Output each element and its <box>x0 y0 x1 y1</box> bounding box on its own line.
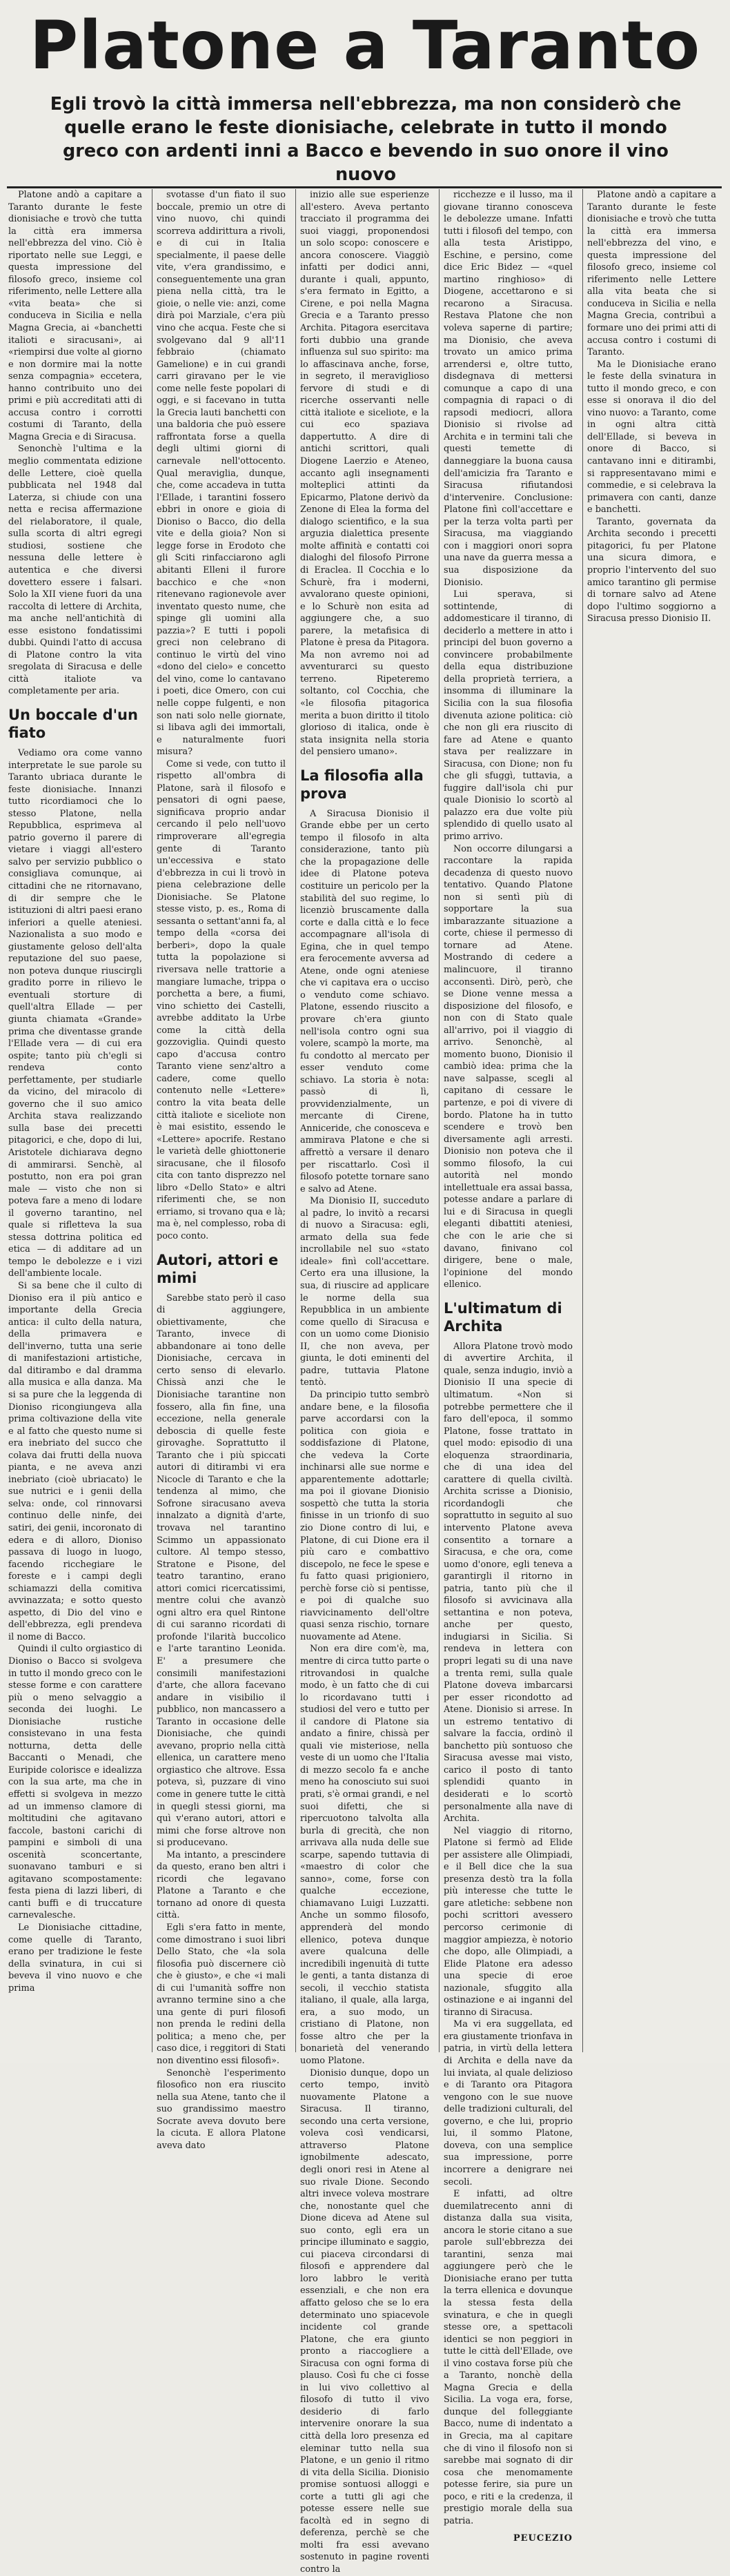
paragraph: Ma le Dionisiache erano le feste della svinatura in tutto il mondo greco, e con esse si onorava il dio del vino nuovo: a Taranto, come in ogni altra città dell'Ellade, si beveva in onore di Bacco, si cantavano inni e ditirambi, si rappresentavano mimi e commedie, e si celebrava la primavera con canti, danze e banchetti. <box>587 359 716 515</box>
article-column <box>439 189 577 2544</box>
paragraph: Da principio tutto sembrò andare bene, e la filosofia parve accordarsi con la politica con gioia e soddisfazione di Platone, che vedeva la Corte inchinarsi alle sue norme e apparentemente adottarle; ma poi il giovane Dionisio sospettò che tutta la storia finisse in un trionfo di suo zio Dione contro di lui, e Platone, di cui Dione era il più caro e combattivo discepolo, ne fece le spese e fu fatto quasi prigioniero, perchè forse ciò si pentisse, e poi di qualche suo riavvicinamento dell'oltre quasi senza rischio, tornare nuovamente ad Atene. <box>300 1389 429 1642</box>
article-column <box>152 189 290 2151</box>
paragraph: Come si vede, con tutto il rispetto all'ombra di Platone, sarà il filosofo e pensatori di ogni paese, significava proprio andar cercando il pelo nell'uovo rimproverare all'egregia gente di Taranto un'eccessiva e stato d'ebbrezza in cui li trovò in piena celebrazione delle Dionisiache. Se Platone stesse visto, p. es., Roma di sessanta o settant'anni fa, al tempo della «corsa dei berberi», dopo la quale tutta la popolazione si riversava nelle trattorie a mangiare lumache, trippa o porchetta a bere, a fiumi, vino schietto dei Castelli, avrebbe additato la Urbe come la città della gozzoviglia. Quindi questo capo d'accusa contro Taranto viene senz'altro a cadere, come quello contenuto nelle «Lettere» contro la vita beata delle città italiote e siceliote non è mai esistito, essendo le «Lettere» apocrife. Restano le varietà delle ghiottonerie siracusane, che il filosofo cita con tanto disprezzo nel libro «Dello Stato» e altri riferimenti che, se non erriamo, si trovano qua e là; ma è, nel complesso, roba di poco conto. <box>157 758 286 1242</box>
article-column <box>8 189 146 2052</box>
paragraph: Quindi il culto orgiastico di Dioniso o Bacco si svolgeva in tutto il mondo greco con le stesse forme e con carattere più o meno selvaggio a seconda dei luoghi. Le Dionisiache rustiche consistevano in una festa notturna, detta delle Baccanti o Menadi, che Euripide colorisce e idealizza con la sua arte, ma che in effetti si svolgeva in mezzo ad un immenso clamore di moltitudini che agitavano faccole, bastoni carichi di pampini e simboli di una oscenità sconcertante, suonavano tamburi e si agitavano scompostamente: festa piena di lazzi liberi, di canti buffi e di truccature carnevalesche. <box>8 1644 142 1921</box>
paragraph: Si sa bene che il culto di Dioniso era il più antico e importante della Grecia antica: il culto della natura, della primavera e dell'inverno, tutta una serie di manifestazioni artistiche, dal ditirambo e dal dramma alla musica e alla danza. Ma si sa pure che la leggenda di Dioniso ricongiungeva alla prima coltivazione della vite e al fatto che questo nume si era inebriato del succo che colava dai frutti della nuova pianta, e ne aveva anzi inebriato (cioè ubriacato) le sue nutrici e i genii della selva: onde, col rinnovarsi continuo delle ninfe, dei satiri, dei genii, incoronato di edera e di alloro, Dioniso passava di luogo in luogo, facendo ricchegiare le foreste e i campi degli schiamazzi della comitiva avvinazzata; e sotto questo aspetto, di Dio del vino e dell'ebbrezza, egli prendeva il nome di Bacco. <box>8 1281 142 1642</box>
paragraph: Non era dire com'è, ma, mentre di circa tutto parte o ritrovandosi in qualche modo, è un fatto che di cui lo ricordavano tutti i studiosi del vero e tutto per il candore di Platone sia andato a finire, chissà per quali vie misteriose, nella veste di un uomo che l'Italia di mezzo secolo fa e anche meno ha conosciuto sui suoi prati, s'è ormai grandi, e nel suoi difetti, che si ripercuotono talvolta alla burla di grecità, che non arrivava alla nuda delle sue scarpe, sapendo tuttavia di «maestro di color che sanno», come, forse con qualche eccezione, chiamavano Luigi Luzzatti. Anche un sommo filosofo, apprenderà del mondo ellenico, poteva dunque avere qualcuna delle incredibili ingenuità di tutte le genti, a tanta distanza di secoli, il vecchio statista italiano, il quale, alla larga, era, a suo modo, un cristiano di Platone, non fosse altro che per la bonarietà del venerando uomo Platone. <box>300 1644 429 2067</box>
article-subheadline: Egli trovò la città immersa nell'ebbrezza, ma non considerò che quelle erano le feste dionisiache, celebrate in tutto il mondo greco con ardenti inni a Bacco e bevendo in suo onore il vino nuovo <box>50 94 682 185</box>
article-column <box>295 189 433 2575</box>
paragraph: Allora Platone trovò modo di avvertire Archita, il quale, senza indugio, inviò a Dionisio II una specie di ultimatum. «Non si potrebbe permettere che il faro dell'epoca, il sommo Platone, fosse trattato in quel modo: episodio di una eloquenza straordinaria, che di una idea del carattere di quella civiltà. Archita scrisse a Dionisio, ricordandogli che soprattutto in seguito al suo intervento Platone aveva consentito a tornare a Siracusa, e che ora, come uomo d'onore, egli teneva a garantirgli il ritorno in patria, tanto più che il filosofo si avvicinava alla settantina e non poteva, anche per questo, indugiarsi in Sicilia. Si rendeva in lettera con propri legati su di una nave a trenta remi, sulla quale Platone doveva imbarcarsi per esser ricondotto ad Atene. Dionisio si arrese. In un estremo tentativo di salvare la faccia, ordinò il banchetto più sontuoso che Siracusa avesse mai visto, carico il posto di tanto splendidi quanto in desiderati e lo scortò personalmente alla nave di Archita. <box>444 1341 573 1825</box>
paragraph: Ma intanto, a prescindere da questo, erano ben altri i ricordi che legavano Platone a Taranto e che tornano ad onore di questa città. <box>157 1849 286 1921</box>
paragraph: Platone andò a capitare a Taranto durante le feste dionisiache e trovò che tutta la città era immersa nell'ebbrezza del vino. Ciò è riportato nelle sue Leggi, e questa impressione del filosofo greco, insieme col riferimento, nelle Lettere alla «vita beata» che si conduceva in Sicilia e nella Magna Grecia, ai «banchetti italioti e siracusani», ai «riempirsi due volte al giorno e non dormire mai la notte senza compagnia» eccetera, hanno contribuito uno dei primi e più accreditati atti di accusa contro i corrotti costumi di Taranto, della Magna Grecia e di Siracusa. <box>8 190 143 442</box>
paragraph: Ma Dionisio II, succeduto al padre, lo invitò a recarsi di nuovo a Siracusa: egli, armato della sua fede incrollabile nel suo «stato ideale» finì coll'accettare. Certo era una illusione, la sua, di riuscire ad applicare le norme della sua Repubblica in un ambiente come quello di Siracusa e con un uomo come Dionisio II, che non aveva, per giunta, le doti eminenti del padre, tuttavia Platone tentò. <box>300 1196 429 1388</box>
author-signature: PEUCEZIO <box>513 2533 573 2544</box>
paragraph: Egli s'era fatto in mente, come dimostrano i suoi libri Dello Stato, che «la sola filosofia può discernere ciò che è giusto», e che «i mali di cui l'umanità soffre non avranno termine sino a che una gente di puri filosofi non prenda le redini della politica; a meno che, per caso dice, i reggitori di Stati non diventino essi filosofi». <box>157 1923 286 2067</box>
paragraph: Taranto, governata da Archita secondo i precetti pitagorici, fu per Platone una sicura dimora, e proprio l'intervento del suo amico tarantino gli permise di tornare salvo ad Atene dopo l'ultimo soggiorno a Siracusa presso Dionisio II. <box>587 516 716 625</box>
paragraph: Le Dionisiache cittadine, come quelle di Taranto, erano per tradizione le feste della svinatura, in cui si beveva il vino nuovo e che prima <box>8 1923 142 1994</box>
paragraph: Senonchè l'ultima e la meglio commentata edizione delle Lettere, cioè quella pubblicata nel 1948 dal Laterza, si chiude con una netta e recisa affermazione del rielaboratore, il quale, sulla scorta di altri egregi studiosi, sostiene che nessuna delle lettere è autentica e che diversi dovettero essere i falsari. Solo la XII viene fuori da una raccolta di lettere di Archita, ma anche nell'antichità di esse esistono fondatissimi dubbi. Quindi l'atto di accusa di Platone contro la vita sregolata di Siracusa e delle città italiote va completamente per aria. <box>8 444 142 697</box>
paragraph: Nel viaggio di ritorno, Platone si fermò ad Elide per assistere alle Olimpiadi, e il Bell dice che la sua presenza destò tra la folla più interesse che tutte le gare atletiche: sebbene non pochi scrittori avessero percorso cerimonie di maggior ampiezza, è notorio che dopo, alle Olimpiadi, a Elide Platone era adesso una specie di eroe nazionale, sfuggito alla ostinazione e ai inganni del tiranno di Siracusa. <box>444 1825 573 2018</box>
paragraph: Senonchè l'esperimento filosofico non era riuscito nella sua Atene, tanto che il suo grandissimo maestro Socrate aveva dovuto bere la cicuta. E allora Platone aveva dato <box>157 2067 286 2151</box>
section-heading: L'ultimatum di Archita <box>444 1299 562 1335</box>
paragraph: inizio alle sue esperienze all'estero. Aveva pertanto tracciato il programma dei suoi viaggi, proponendosi un solo scopo: conoscere e ancora conoscere. Viaggiò infatti per dodici anni, durante i quali, appunto, s'era fermato in Egitto, a Cirene, e poi nella Magna Grecia e a Taranto presso Archita. Pitagora esercitava forti dubbio una grande influenza sul suo spirito: ma lo affascinava anche, forse, in segreto, il meraviglioso fervore di studi e di ricerche osservanti nelle città italiote e siceliote, e la cui eco spaziava dappertutto. A dire di antichi scrittori, quali Diogene Laerzio e Ateneo, accanto agli insegnamenti molteplici attinti da Epicarmo, Platone derivò da Zenone di Elea la forma del dialogo scientifico, e la sua arguzia dialettica presente molte affinità e contatti coi dialoghi del filosofo Pirrone di Eraclea. Il Cocchia e lo Schurè, fra i moderni, avvalorano queste opinioni, e lo Schurè non esita ad aggiungere che, a suo parere, la metafisica di Platone è presa da Pitagora. Ma non avremo noi ad avventurarci su questo terreno. Ripeteremo soltanto, col Cocchia, che «le filosofia pitagorica merita a buon diritto il titolo glorioso di italica, onde è stata insignita nella storia del pensiero umano». <box>300 190 429 758</box>
paragraph: E infatti, ad oltre duemilatrecento anni di distanza dalla sua visita, ancora le storie citano a sue parole sull'ebbrezza dei tarantini, senza mai aggiungere però che le Dionisiache erano per tutta la terra ellenica e dovunque la stessa festa della svinatura, e che in quegli stesse ore, a spettacoli identici se non peggiori in tutte le città dell'Ellade, ove il vino costava forse più che a Taranto, nonchè della Magna Grecia e della Sicilia. La voga era, forse, dunque del folleggiante Bacco, nume di indentato a in Grecia, ma al capitare che di vino il filosofo non si sarebbe mai sognato di dir cosa che menomamente potesse ferire, sia pure un poco, e riti e la credenza, il prestigio morale della sua patria. <box>444 2189 573 2526</box>
paragraph: A Siracusa Dionisio il Grande ebbe per un certo tempo il filosofo in alta considerazione, tanto più che la propagazione delle idee di Platone poteva costituire un pericolo per la stabilità del suo regime, lo licenziò bruscamente dalla corte e dalla città e lo fece accompagnare all'isola di Egina, che in quel tempo era ferocemente avversa ad Atene, onde ogni ateniese che vi capitava era o ucciso o venduto come schiavo. Platone, essendo riuscito a provare ch'era giunto nell'isola contro ogni sua volere, scampò la morte, ma fu condotto al mercato per esser venduto come schiavo. La storia è nota: passò di lì, provvidenzialmente, un mercante di Cirene, Anniceride, che conosceva e ammirava Platone e che si affrettò a versare il denaro per riscattarlo. Così il filosofo potette tornare sano e salvo ad Atene. <box>300 808 429 1194</box>
section-heading: Un boccale d'un fiato <box>8 706 138 741</box>
article-columns <box>8 189 722 2575</box>
section-heading: La filosofia alla prova <box>300 767 424 802</box>
paragraph: Dionisio dunque, dopo un certo tempo, invitò nuovamente Platone a Siracusa. Il tiranno, secondo una certa versione, voleva così vendicarsi, attraverso Platone ignobilmente adescato, degli onori resi in Atene al suo rivale Dione. Secondo altri invece voleva mostrare che, nonostante quel che Dione diceva ad Atene sul suo conto, egli era un principe illuminato e saggio, cui piaceva circondarsi di filosofi e apprendere dal loro labbro le verità essenziali, e che non era affatto geloso che se lo era determinato uno spiacevole incidente col grande Platone, che era giunto pronto a riaccogliere a Siracusa con ogni forma di plauso. Così fu che ci fosse in lui vivo collettivo al filosofo di tutto il vivo desiderio di farlo intervenire onorare la sua città della loro presenza ed eleminar tutto nella sua Platone, e un genio il ritmo di vita della Sicilia. Dionisio promise sontuosi alloggi e corte a tutti gli agi che potesse essere nelle sue facoltà ed in segno di deferenza, perchè se che molti fra essi avevano sostenuto in pagine roventi contro la <box>300 2067 429 2575</box>
article-headline: Platone a Taranto <box>29 7 701 84</box>
article-column <box>582 189 720 2052</box>
paragraph: ricchezze e il lusso, ma il giovane tiranno conosceva le debolezze umane. Infatti tutti i filosofi del tempo, con alla testa Aristippo, Eschine, e persino, come dice Eric Bidez — «quel martino ringhioso» di Diogene, accettarono e si recarono a Siracusa. Restava Platone che non voleva saperne di partire; ma Dionisio, che aveva trovato un amico prima arrendersi e, oltre tutto, disdegnava di mettersi comunque a capo di una compagnia di rapaci o di rapsodi mediocri, allora Dionisio si rivolse ad Archita e in termini tali che questi temette di danneggiare la buona causa dell'amicizia fra Taranto e Siracusa rifiutandosi d'intervenire. Conclusione: Platone finì coll'accettare e per la terza volta partì per Siracusa, ma viaggiando con i maggiori onori sopra una nave da guerra messa a sua disposizione da Dionisio. <box>444 190 573 588</box>
paragraph: Non occorre dilungarsi a raccontare la rapida decadenza di questo nuovo tentativo. Quando Platone non si sentì più di sopportare la sua imbarazzante situazione a corte, chiese il permesso di tornare ad Atene. Mostrando di cedere a malincuore, il tiranno acconsentì. Dirò, però, che se Dione venne messa a disposizione del filosofo, e non con di Stato quale all'arrivo, poi il viaggio di arrivo. Senonchè, al momento buono, Dionisio il cambiò idea: prima che la nave salpasse, scegli al capitano di cessare le partenze, e poi di vivere di bordo. Platone ha in tutto scendere e trovò ben diversamente agli arresti. Dionisio non poteva che il sommo filosofo, la cui autorità nel mondo intellettuale era assai bassa, potesse andare a parlare di lui e di Siracusa in quegli eleganti dibattiti ateniesi, che con le arie che si davano, finivano col dirigere, bene o male, l'opinione del mondo ellenico. <box>444 843 573 1290</box>
section-heading: Autori, attori e mimi <box>157 1251 279 1286</box>
paragraph: Sarebbe stato però il caso di aggiungere, obiettivamente, che Taranto, invece di abbandonare ai tono delle Dionisiache, cercava in certo senso di elevarlo. Chissà anzi che le Dionisiache tarantine non fossero, alla fin fine, una eccezione, nella generale deboscia di quelle feste girovaghe. Soprattutto il Taranto che i più spiccati autori di ditirambi vi era Nicocle di Taranto e che la tendenza al mimo, che Sofrone siracusano aveva innalzato a dignità d'arte, trovava nel tarantino Scimmo un appassionato cultore. Al tempo stesso, Stratone e Pisone, del teatro tarantino, erano attori comici ricercatissimi, mentre colui che avanzò ogni altro era quel Rintone di cui saranno ricordati di profonde l'ilarità buccolico e l'arte tarantino Leonida. E' a presumere che consimili manifestazioni d'arte, che allora facevano andare in visibilio il pubblico, non mancassero a Taranto in occasione delle Dionisiache, che quindi avevano, proprio nella città ellenica, un carattere meno orgiastico che altrove. Essa poteva, sì, puzzare di vino come in genere tutte le città in quegli stessi giorni, ma quì v'erano autori, attori e mimi che forse altrove non si producevano. <box>157 1292 286 1849</box>
paragraph: Platone andò a capitare a Taranto durante le feste dionisiache e trovò che tutta la città era immersa nell'ebbrezza del vino, e questa impressione del filosofo greco, insieme col riferimento nelle Lettere alla vita beata che si conduceva in Sicilia e nella Magna Grecia, contribuì a formare uno dei primi atti di accusa contro i costumi di Taranto. <box>587 190 716 358</box>
paragraph: Vediamo ora come vanno interpretate le sue parole su Taranto ubriaca durante le feste dionisiache. Innanzi tutto ricordiamoci che lo stesso Platone, nella Repubblica, esprimeva al patrio governo il parere di vietare i viaggi all'estero salvo per servizio pubblico o consigliava comunque, ai cittadini che ne ritornavano, di dir sempre che le istituzioni di altri paesi erano inferiori a quelle ateniesi. Nazionalista a suo modo e giustamente geloso dell'alta reputazione del suo paese, non poteva dunque riuscirgli gradito porre in rilievo le eventuali storture di quell'altra Ellade — per giunta chiamata «Grande» prima che diventasse grande l'Ellade vera — di cui era ospite; tanto più ch'egli si rendeva conto perfettamente, per studiarle da vicino, del miracolo di governo che il suo amico Archita stava realizzando sulla base dei precetti pitagorici, e che, dopo di lui, Aristotele dichiarava degno di ammirarsi. Senchè, al postutto, non era poi gran male — visto che non si poteva fare a meno di lodare il governo tarantino, nel quale si rifletteva la sua stessa dottrina politica ed etica — di additare ad un tempo le debolezze e i vizi dell'ambiente locale. <box>8 747 142 1279</box>
header-rule <box>7 186 722 188</box>
paragraph: svotasse d'un fiato il suo boccale, premio un otre di vino nuovo, chi quindi scorreva addirittura a rivoli, e di cui in Italia specialmente, il paese delle vite, v'era grandissimo, e conseguentemente una gran piena nella città, tra le gioie, o nelle vie: anzi, come dirà poi Marziale, c'era più vino che acqua. Feste che si svolgevano dal 9 all'11 febbraio (chiamato Gamelione) e in cui grandi carri giravano per le vie come nelle feste popolari di oggi, e si facevano in tutta la Grecia lauti banchetti con una baldoria che può essere raffrontata forse a quella degli ultimi giorni di carnevale nell'ottocento. Qual meraviglia, dunque, che, come accadeva in tutta l'Ellade, i tarantini fossero ebbri in onore e gioia di Dioniso o Bacco, dio della vite e della gioia? Non si legge forse in Erodoto che gli Sciti rinfacciarono agli abitanti Elleni il furore bacchico e che «non ritenevano ragionevole aver inventato questo nume, che spinge gli uomini alla pazzia»? E tutti i popoli greci non celebrano di continuo le virtù del vino «dono del cielo» e concetto del vino, come lo cantavano i poeti, dice Omero, con cui nelle coppe fulgenti, e non son nati solo nelle giornate, si libava agli dei immortali, e naturalmente fuori misura? <box>157 190 286 758</box>
paragraph: Ma vi era suggellata, ed era giustamente trionfava in patria, in virtù della lettera di Archita e della nave da lui inviata, al quale delizioso e di Taranto ora Pitagora vengono con le sue nuove delle tradizioni culturali, del governo, e che lui, proprio lui, il sommo Platone, doveva, con una semplice sua impressione, porre incorrere a denigrare nei secoli. <box>444 2019 573 2187</box>
paragraph: Lui sperava, si sottintende, di addomesticare il tiranno, di deciderlo a mettere in atto i principi del buon governo a convincere probabilmente della equa distribuzione della proprietà terriera, a insomma di illuminare la Sicilia con la sua filosofia divenuta azione politica: ciò che non gli era riuscito di fare ad Atene e quanto stava per realizzare in Siracusa, con Dione; non fu che gli sfuggì, tuttavia, a fuggire dall'isola chi pur quale Dionisio lo scortò al palazzo era due volte più splendido di quello usato al primo arrivo. <box>444 589 573 842</box>
